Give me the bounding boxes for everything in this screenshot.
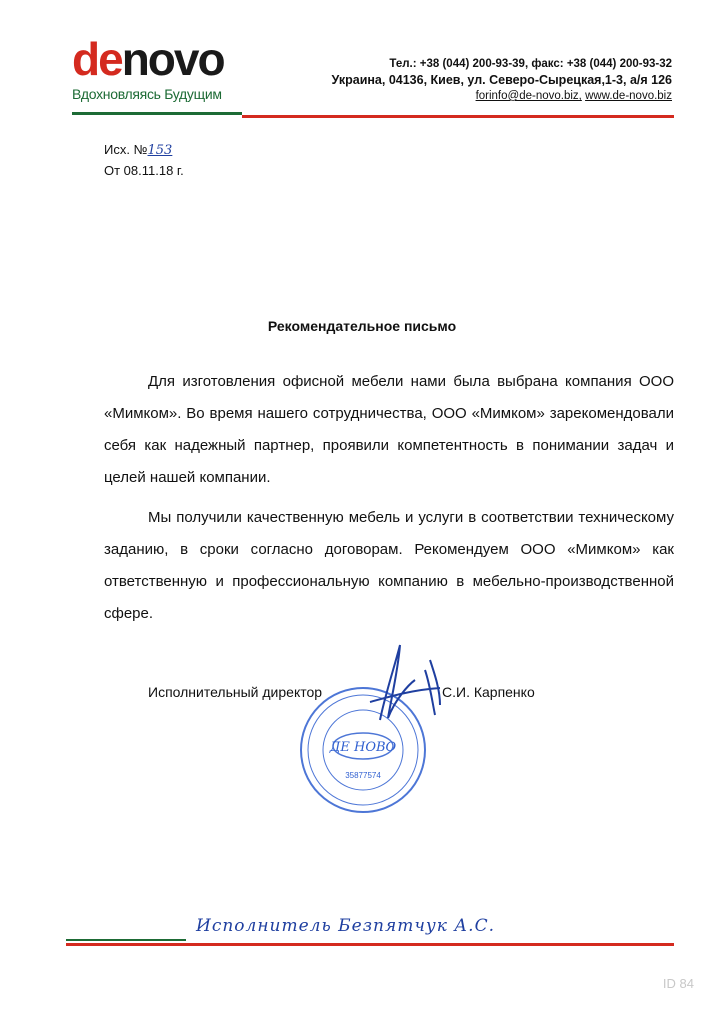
contact-block bbox=[332, 56, 672, 104]
logo-wordmark bbox=[72, 33, 224, 85]
watermark: ID 84 bbox=[662, 976, 694, 991]
outgoing-label: Исх. № bbox=[104, 142, 148, 157]
footer-divider-red bbox=[66, 943, 674, 946]
outgoing-number: 153 bbox=[147, 143, 173, 158]
address-line: Украина, 04136, Киев, ул. Северо-Сырецкая,1-3, а/я 126 bbox=[331, 73, 672, 87]
logo-tagline: Вдохновляясь Будущим bbox=[72, 86, 222, 102]
company-logo bbox=[72, 33, 224, 102]
header-divider-green bbox=[72, 112, 242, 115]
letter-body bbox=[104, 366, 674, 638]
footer-divider-green bbox=[66, 939, 186, 941]
phone-line: Тел.: +38 (044) 200-93-39, факс: +38 (044) 200-93-32 bbox=[389, 58, 672, 70]
executor-handwriting: Исполнитель Безпятчук А.С. bbox=[196, 916, 495, 936]
paragraph-1: Для изготовления офисной мебели нами была выбрана компания ООО «Мимком». Во время нашего сотрудничества, ООО «Мимком» зарекомендовали себя как надежный партнер, проявили компетентность в понимании задач и целей нашей компании. bbox=[104, 373, 674, 486]
signature-position: Исполнительный директор bbox=[148, 684, 323, 700]
stamp-id-code: 35877574 bbox=[345, 771, 381, 780]
stamp-center-text: ДЕ НОВО bbox=[329, 740, 397, 755]
paragraph-2: Мы получили качественную мебель и услуги в соответствии техническому заданию, в сроки согласно договорам. Рекомендуем ООО «Мимком» как ответственную и профессиональную компанию в мебельно-производственной сфере. bbox=[104, 509, 674, 622]
logo-de: de bbox=[72, 33, 122, 85]
website-link[interactable]: www.de-novo.biz bbox=[585, 90, 672, 102]
outgoing-number-line bbox=[104, 140, 184, 161]
letter-date: От 08.11.18 г. bbox=[104, 163, 184, 178]
contact-links bbox=[332, 88, 672, 104]
reference-block bbox=[104, 140, 184, 181]
header-divider-red bbox=[242, 115, 674, 118]
signature-name: С.И. Карпенко bbox=[442, 684, 535, 700]
email-link[interactable]: forinfo@de-novo.biz, bbox=[475, 90, 582, 102]
director-signature bbox=[340, 640, 450, 730]
letter-title: Рекомендательное письмо bbox=[267, 318, 457, 334]
logo-novo: novo bbox=[121, 33, 224, 85]
